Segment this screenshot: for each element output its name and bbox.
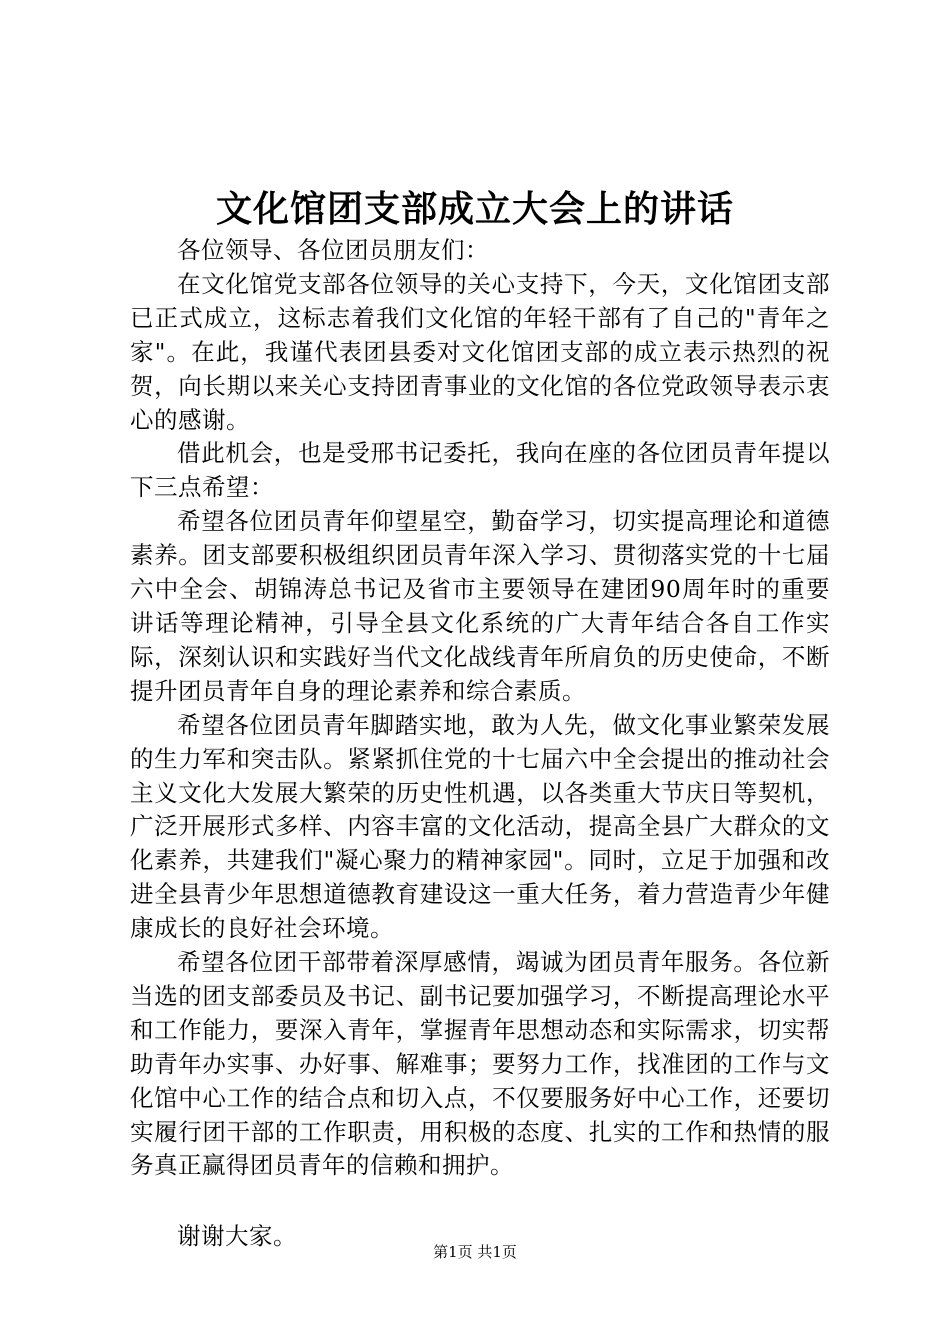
page-footer: 第1页 共1页 — [433, 1243, 517, 1261]
opening-paragraph: 在文化馆党支部各位领导的关心支持下，今天，文化馆团支部已正式成立，这标志着我们文化馆的年轻干部有了自己的"青年之家"。在此，我谨代表团县委对文化馆团支部的成立表示热烈的祝贺，向长期以来关心支持团青事业的文化馆的各位党政领导表示衷心的感谢。 — [130, 269, 830, 434]
hope-two-paragraph: 希望各位团员青年脚踏实地，敢为人先，做文化事业繁荣发展的生力军和突击队。紧紧抓住党的十七届六中全会提出的推动社会主义文化大发展大繁荣的历史性机遇，以各类重大节庆日等契机，广泛开展形式多样、内容丰富的文化活动，提高全县广大群众的文化素养，共建我们"凝心聚力的精神家园"。同时，立足于加强和改进全县青少年思想道德教育建设这一重大任务，着力营造青少年健康成长的良好社会环境。 — [130, 710, 830, 943]
salutation-paragraph: 各位领导、各位团员朋友们： — [177, 236, 489, 264]
hope-one-paragraph: 希望各位团员青年仰望星空，勤奋学习，切实提高理论和道德素养。团支部要积极组织团员青年深入学习、贯彻落实党的十七届六中全会、胡锦涛总书记及省市主要领导在建团90周年时的重要讲话等理论精神，引导全县文化系统的广大青年结合各自工作实际，深刻认识和实践好当代文化战线青年所肩负的历史使命，不断提升团员青年自身的理论素养和综合素质。 — [130, 507, 830, 705]
hope-three-paragraph: 希望各位团干部带着深厚感情，竭诚为团员青年服务。各位新当选的团支部委员及书记、副书记要加强学习，不断提高理论水平和工作能力，要深入青年，掌握青年思想动态和实际需求，切实帮助青年办实事、办好事、解难事；要努力工作，找准团的工作与文化馆中心工作的结合点和切入点，不仅要服务好中心工作，还要切实履行团干部的工作职责，用积极的态度、扎实的工作和热情的服务真正赢得团员青年的信赖和拥护。 — [130, 948, 830, 1180]
document-title: 文化馆团支部成立大会上的讲话 — [215, 188, 734, 230]
intro-hopes-paragraph: 借此机会，也是受邢书记委托，我向在座的各位团员青年提以下三点希望： — [130, 439, 830, 502]
document-body — [130, 234, 830, 1254]
closing-paragraph: 谢谢大家。 — [177, 1222, 297, 1251]
